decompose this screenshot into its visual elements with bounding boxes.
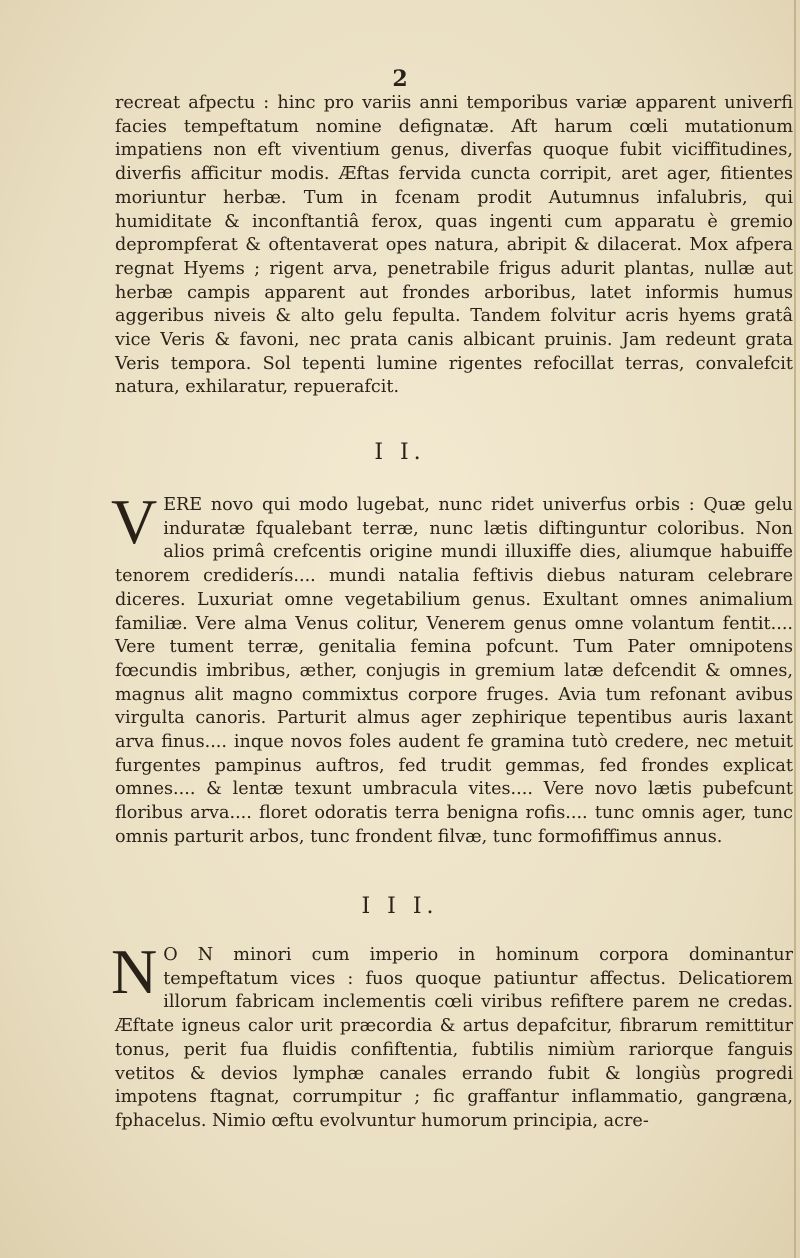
- section-heading-3: I I I.: [361, 894, 439, 919]
- paragraph-2: [111, 486, 793, 850]
- paragraph-3-text: O N minori cum imperio in hominum corpora dominantur tempeftatum vices : fuos quoque patiuntur affectus. Delicatiorem illorum fabricam inclementis cœli viribus refiftere parem ne credas. Æftate igneus calor urit præcordia & artus depafcitur, fibrarum remittitur tonus, perit fua fluidis confiftentia, fubtilis nimiùm rariorque fanguis vetitos & devios lymphæ canales errando fubit & longiùs progredi impotens ftagnat, corrumpitur ; fic graffantur inflammatio, gangræna, fphacelus. Nimio œftu evolvuntur humorum principia, acre-: [115, 945, 793, 1131]
- paragraph-2-text: ERE novo qui modo lugebat, nunc ridet univerfus orbis : Quæ gelu induratæ fqualebant terræ, nunc lætis diftinguntur coloribus. Non alios primâ crefcentis origine mundi illuxiffe dies, aliumque habuiffe tenorem crediderís.... mundi natalia feftivis diebus naturam celebrare diceres. Luxuriat omne vegetabilium genus. Exultant omnes animalium familiæ. Vere alma Venus colitur, Venerem genus omne volantum fentit.... Vere tument terræ, genitalia femina pofcunt. Tum Pater omnipotens fœcundis imbribus, æther, conjugis in gremium latæ defcendit & omnes, magnus alit magno commixtus corpore fruges. Avia tum refonant avibus virgulta canoris. Parturit almus ager zephirique tepentibus auris laxant arva finus.... inque novos foles audent fe gramina tutò credere, nec metuit furgentes pampinus auftros, fed trudit gemmas, fed frondes explicat omnes.... & lentæ texunt umbracula vites.... Vere novo lætis pubefcunt floribus arva.... floret odoratis terra benigna rofis.... tunc omnis ager, tunc omnis parturit arbos, tunc frondent filvæ, tunc formofiffimus annus.: [115, 495, 793, 847]
- paragraph-3: [111, 936, 793, 1134]
- paragraph-1: recreat afpectu : hinc pro variis anni temporibus variæ apparent univerfi facies tempeftatum nomine defignatæ. Aft harum cœli mutationum impatiens non eft viventium genus, diverfas quoque fubit viciffitudines, diverfis afficitur modis. Æftas fervida cuncta corripit, aret ager, fitientes moriuntur herbæ. Tum in fcenam prodit Autumnus infalubris, qui humiditate & inconftantiâ ferox, quas ingenti cum apparatu è gremio deprompferat & oftentaverat opes natura, abripit & dilacerat. Mox afpera regnat Hyems ; rigent arva, penetrabile frigus adurit plantas, nullæ aut herbæ campis apparent aut frondes arboribus, latet informis humus aggeribus niveis & alto gelu fepulta. Tandem folvitur acris hyems gratâ vice Veris & favoni, nec prata canis albicant pruinis. Jam redeunt grata Veris tempora. Sol tepenti lumine rigentes refocillat terras, convalefcit natura, exhilaratur, repuerafcit.: [115, 93, 793, 398]
- page-number: 2: [392, 66, 408, 92]
- drop-cap: V: [111, 486, 158, 557]
- page-edge-shadow: [794, 0, 796, 1258]
- drop-cap: N: [111, 936, 158, 1007]
- section-heading-2: I I.: [374, 440, 426, 465]
